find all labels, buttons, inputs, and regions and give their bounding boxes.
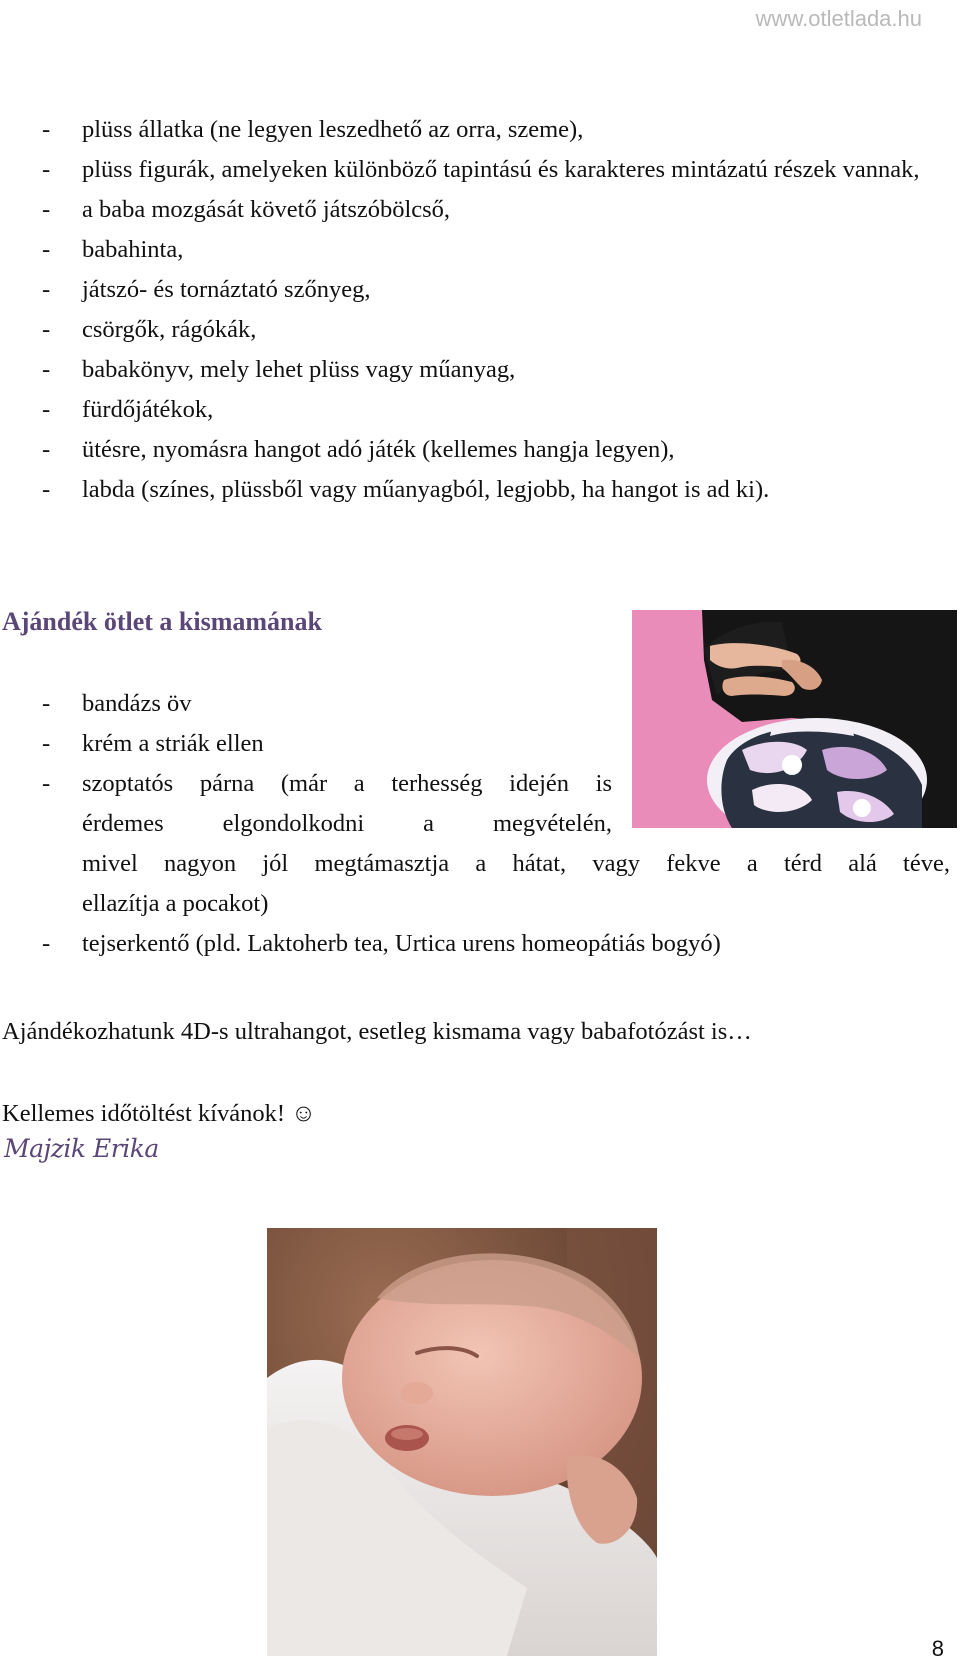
list-item: - csörgők, rágókák, [0, 310, 945, 350]
list-item: - babakönyv, mely lehet plüss vagy műanyag, [0, 350, 945, 390]
site-url: www.otletlada.hu [755, 6, 922, 31]
baby-toys-list [0, 110, 945, 510]
list-item: - fürdőjátékok, [0, 390, 945, 430]
gift-paragraph: Ajándékozhatunk 4D-s ultrahangot, esetleg kismama vagy babafotózást is… [2, 1018, 752, 1045]
list-item-line: mivel nagyon jól megtámasztja a hátat, vagy fekve a térd alá téve, [82, 850, 950, 877]
list-item-line: érdemes elgondolkodni a megvételén, [82, 810, 612, 837]
list-item: - krém a striák ellen [0, 724, 960, 764]
list-item: - bandázs öv [0, 684, 960, 724]
list-item-line: ellazítja a pocakot) [82, 890, 269, 917]
list-item: - plüss figurák, amelyeken különböző tapintású és karakteres mintázatú részek vannak, [0, 150, 945, 190]
list-item: - játszó- és tornáztató szőnyeg, [0, 270, 945, 310]
section-heading: Ajándék ötlet a kismamának [2, 607, 322, 636]
list-item: - labda (színes, plüssből vagy műanyagból, legjobb, ha hangot is ad ki). [0, 470, 945, 510]
list-item: - tejserkentő (pld. Laktoherb tea, Urtica urens homeopátiás bogyó) [0, 924, 960, 964]
list-item: - a baba mozgását követő játszóbölcső, [0, 190, 945, 230]
signature: Majzik Erika [4, 1134, 159, 1163]
list-item [0, 764, 950, 924]
list-item: - plüss állatka (ne legyen leszedhető az orra, szeme), [0, 110, 945, 150]
closing-wish: Kellemes időtöltést kívánok! ☺ [2, 1100, 317, 1127]
mother-gift-list [0, 684, 960, 964]
list-item: - ütésre, nyomásra hangot adó játék (kellemes hangja legyen), [0, 430, 945, 470]
list-item: - babahinta, [0, 230, 945, 270]
page-number: 8 [931, 1636, 944, 1661]
sleeping-baby-photo [267, 1228, 657, 1656]
list-item-line: - szoptatós párna (már a terhesség idején is [82, 770, 612, 797]
